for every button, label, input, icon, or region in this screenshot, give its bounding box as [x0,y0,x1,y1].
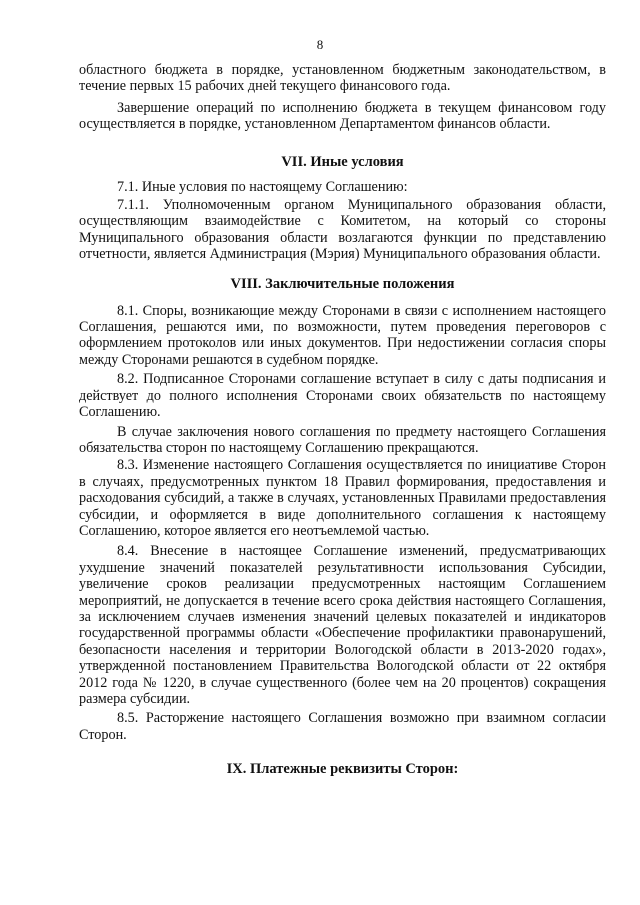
paragraph: 8.3. Изменение настоящего Соглашения осуществляется по инициативе Сторон в случаях, предусмотренных пунктом 18 Правил формирования, предоставления и расходования субсидий, а также в случаях, установленных Правилами предоставления субсидии, и оформляется в виде дополнительного соглашения к настоящему Соглашению, которое является его неотъемлемой частью. [79,457,606,539]
paragraph: 8.4. Внесение в настоящее Соглашение изменений, предусматривающих ухудшение значений показателей результативности использования Субсидии, увеличение сроков реализации предусмотренных настоящим Соглашением мероприятий, не допускается в течение всего срока действия настоящего Соглашения, за исключением случаев изменения значений целевых показателей и индикаторов государственной программы области «Обеспечение профилактики правонарушений, безопасности населения и территории Вологодской области в 2013-2020 годах», утвержденной постановлением Правительства Вологодской области от 22 октября 2012 года № 1220, в случае существенного (более чем на 20 процентов) сокращения размера субсидии. [79,543,606,707]
paragraph: 8.2. Подписанное Сторонами соглашение вступает в силу с даты подписания и действует до полного исполнения Сторонами своих обязательств по настоящему Соглашению. [79,371,606,421]
paragraph: областного бюджета в порядке, установленном бюджетным законодательством, в течение первых 15 рабочих дней текущего финансового года. [79,62,606,95]
paragraph: Завершение операций по исполнению бюджета в текущем финансовом году осуществляется в порядке, установленном Департаментом финансов области. [79,99,606,133]
page-number: 8 [316,37,324,52]
paragraph: 8.1. Споры, возникающие между Сторонами в связи с исполнением настоящего Соглашения, решаются ими, по возможности, путем проведения переговоров с оформлением протоколов или иных документов. При недостижении согласия споры между Сторонами решаются в судебном порядке. [79,302,606,368]
section-heading: VIII. Заключительные положения [230,275,455,292]
section-heading: VII. Иные условия [281,153,404,170]
document-body [79,62,606,778]
paragraph: 7.1.1. Уполномоченным органом Муниципального образования области, осуществляющим взаимодействие с Комитетом, на который со стороны Муниципального образования области возлагаются функции по представлению отчетности, является Администрация (Мэрия) Муниципального образования области. [79,197,606,263]
paragraph: 8.5. Расторжение настоящего Соглашения возможно при взаимном согласии Сторон. [79,710,606,743]
paragraph: В случае заключения нового соглашения по предмету настоящего Соглашения обязательства сторон по настоящему Соглашению прекращаются. [79,423,606,456]
section-heading: IX. Платежные реквизиты Сторон: [226,761,459,778]
paragraph: 7.1. Иные условия по настоящему Соглашению: [117,178,408,195]
